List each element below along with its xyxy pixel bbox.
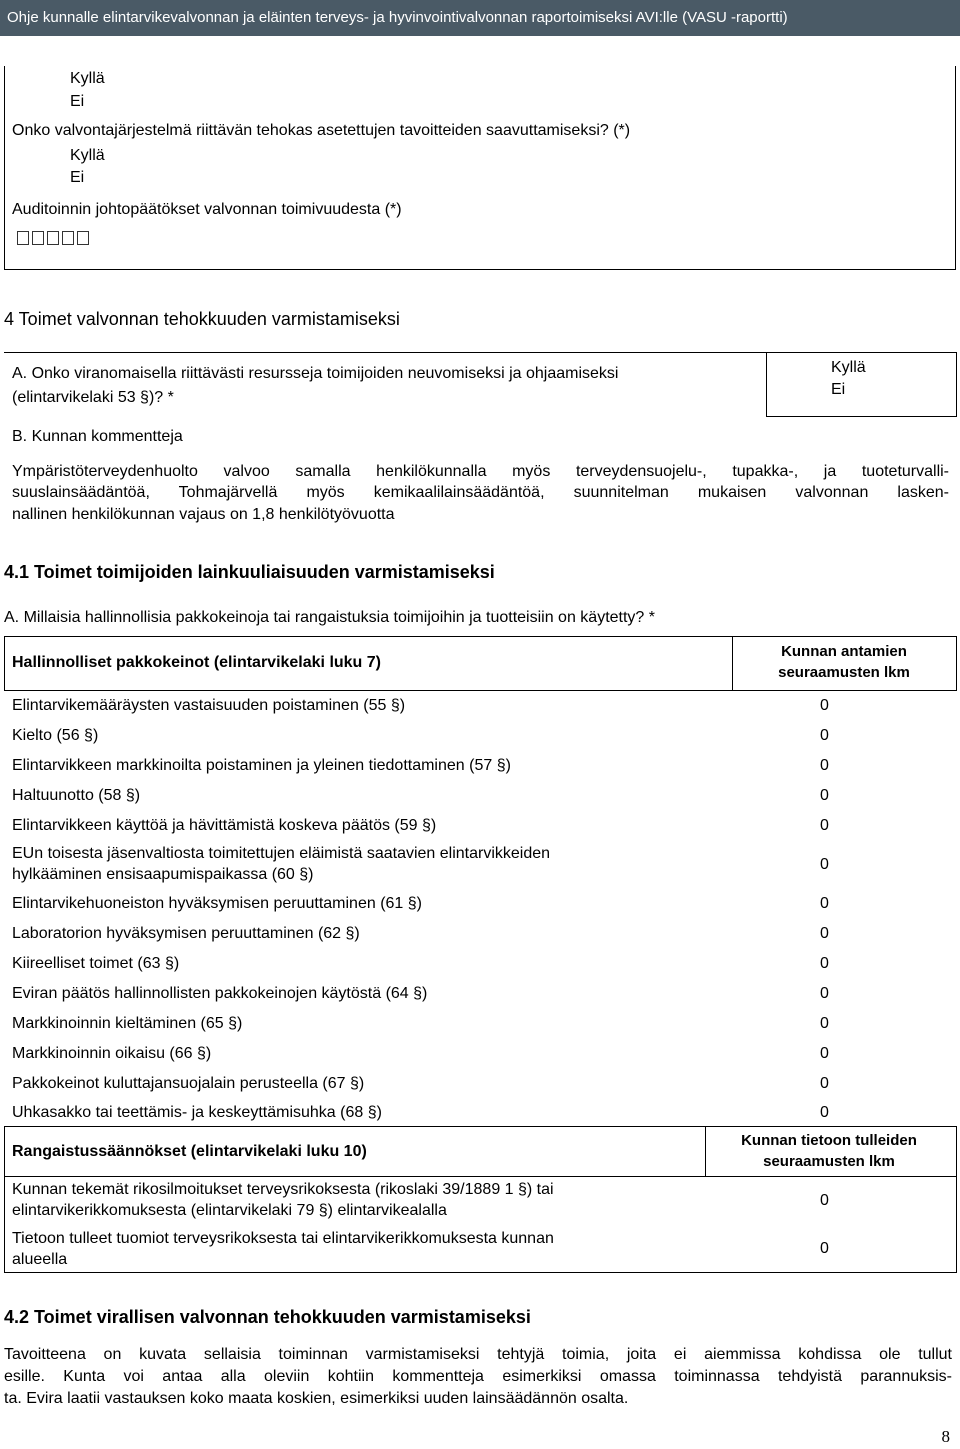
- table2-left-border: [4, 1126, 5, 1176]
- comment-line-3[interactable]: nallinen henkilökunnan vajaus on 1,8 henkilötyövuotta: [12, 506, 395, 523]
- table1-header-divider: [732, 636, 733, 690]
- document-title: Ohje kunnalle elintarvikevalvonnan ja eläinten terveys- ja hyvinvointivalvonnan raportoimiseksi AVI:lle (VASU -raportti): [7, 9, 788, 26]
- page-number: 8: [941, 1427, 950, 1446]
- table-row-value[interactable]: 0: [820, 757, 829, 774]
- table-row-value[interactable]: 0: [820, 727, 829, 744]
- top-answer-box: [4, 66, 956, 270]
- table2-right-border: [956, 1126, 957, 1176]
- document-header-bar: [0, 0, 960, 36]
- table2-header-bottom-border: [4, 1176, 957, 1177]
- section-41-question: A. Millaisia hallinnollisia pakkokeinoja tai rangaistuksia toimijoihin ja tuotteisiin on käytetty? *: [4, 609, 655, 626]
- placeholder-glyph-icon: [17, 231, 29, 245]
- table-row-label: Kiireelliset toimet (63 §): [12, 955, 180, 972]
- table2-row-label-cont: alueella: [12, 1251, 68, 1268]
- table-row-label: Laboratorion hyväksymisen peruuttaminen (62 §): [12, 925, 360, 942]
- table-row-label-cont: hylkääminen ensisaapumispaikassa (60 §): [12, 866, 314, 883]
- table2-header-right-1: Kunnan tietoon tulleiden: [741, 1132, 917, 1149]
- table2-top-border: [4, 1126, 957, 1127]
- question-a-right-border: [956, 352, 957, 417]
- table2-header-right-2: seuraamusten lkm: [763, 1153, 895, 1170]
- table-row-label: EUn toisesta jäsenvaltiosta toimitettujen eläimistä saatavien elintarvikkeiden: [12, 845, 551, 862]
- table2-bottom-border: [4, 1272, 957, 1273]
- table-row-label: Haltuunotto (58 §): [12, 787, 141, 804]
- placeholder-glyph-icon: [77, 231, 89, 245]
- table-row-label: Elintarvikehuoneiston hyväksymisen peruuttaminen (61 §): [12, 895, 422, 912]
- option-yes-2[interactable]: Kyllä: [70, 147, 105, 164]
- table-row-value[interactable]: 0: [820, 1075, 829, 1092]
- section-4-heading: 4 Toimet valvonnan tehokkuuden varmistamiseksi: [4, 309, 400, 329]
- table2-header-left: Rangaistussäännökset (elintarvikelaki luku 10): [12, 1143, 367, 1160]
- question-a-no[interactable]: Ei: [831, 381, 846, 398]
- option-no-2[interactable]: Ei: [70, 169, 85, 186]
- question-a-bottom-border: [766, 416, 957, 417]
- table2-row-label: Tietoon tulleet tuomiot terveysrikoksesta tai elintarvikerikkomuksesta kunnan: [12, 1230, 554, 1247]
- question-a-yes[interactable]: Kyllä: [831, 359, 866, 376]
- section-41-heading: 4.1 Toimet toimijoiden lainkuuliaisuuden varmistamiseksi: [4, 562, 495, 582]
- question-a-divider: [766, 352, 767, 417]
- question-b-label: B. Kunnan kommentteja: [12, 428, 183, 445]
- placeholder-glyph-icon: [32, 231, 44, 245]
- table1-left-border: [4, 636, 5, 690]
- option-yes-1[interactable]: Kyllä: [70, 70, 105, 87]
- table2-body-left-border: [4, 1176, 5, 1272]
- table-row-label: Elintarvikkeen käyttöä ja hävittämistä koskeva päätös (59 §): [12, 817, 437, 834]
- table-row-value[interactable]: 0: [820, 856, 829, 873]
- question-effectiveness: Onko valvontajärjestelmä riittävän tehokas asetettujen tavoitteiden saavuttamiseksi? (*): [12, 122, 631, 139]
- table1-header-left: Hallinnolliset pakkokeinot (elintarvikelaki luku 7): [12, 654, 381, 671]
- table2-row-value[interactable]: 0: [820, 1240, 829, 1257]
- placeholder-glyph-icon: [47, 231, 59, 245]
- table-row-label: Markkinoinnin oikaisu (66 §): [12, 1045, 212, 1062]
- table-row-value[interactable]: 0: [820, 787, 829, 804]
- table1-top-border: [4, 636, 957, 637]
- table-row-label: Elintarvikkeen markkinoilta poistaminen ja yleinen tiedottaminen (57 §): [12, 757, 511, 774]
- table-row-value[interactable]: 0: [820, 1045, 829, 1062]
- section-42-line-3: ta. Evira laatii vastauksen koko maata koskien, esimerkiksi uuden lainsäädännön osalta.: [4, 1390, 629, 1407]
- table-row-value[interactable]: 0: [820, 697, 829, 714]
- audit-text-field[interactable]: [17, 229, 92, 247]
- table-row-value[interactable]: 0: [820, 895, 829, 912]
- comment-line-1[interactable]: Ympäristöterveydenhuolto valvoo samalla henkilökunnalla myös terveydensuojelu-, tupakka-, ja tuoteturvalli-: [12, 463, 949, 480]
- option-no-1[interactable]: Ei: [70, 93, 85, 110]
- section-42-line-2: esille. Kunta voi antaa alla oleviin kohtiin kommentteja esimerkiksi omassa toiminnassa tehdyistä parannuksis-: [4, 1368, 952, 1385]
- question-a-line2: (elintarvikelaki 53 §)? *: [12, 389, 174, 406]
- table-row-label: Elintarvikemääräysten vastaisuuden poistaminen (55 §): [12, 697, 406, 714]
- table-row-value[interactable]: 0: [820, 817, 829, 834]
- table-row-value[interactable]: 0: [820, 1104, 829, 1121]
- table-row-value[interactable]: 0: [820, 985, 829, 1002]
- table-row-label: Markkinoinnin kieltäminen (65 §): [12, 1015, 243, 1032]
- table2-header-divider: [705, 1126, 706, 1176]
- table1-header-right-1: Kunnan antamien: [781, 643, 907, 660]
- section-42-heading: 4.2 Toimet virallisen valvonnan tehokkuuden varmistamiseksi: [4, 1307, 531, 1327]
- section-42-line-1: Tavoitteena on kuvata sellaisia toiminnan varmistamiseksi tehtyjä toimia, joita ei aiemmissa kohdissa ole tullut: [4, 1346, 952, 1363]
- table-row-value[interactable]: 0: [820, 1015, 829, 1032]
- table-row-label: Kielto (56 §): [12, 727, 99, 744]
- table2-row-label-cont: elintarvikerikkomuksesta (elintarvikelaki 79 §) elintarvikealalla: [12, 1202, 447, 1219]
- table-row-value[interactable]: 0: [820, 925, 829, 942]
- audit-conclusions-label: Auditoinnin johtopäätökset valvonnan toimivuudesta (*): [12, 201, 402, 218]
- table2-row-label: Kunnan tekemät rikosilmoitukset terveysrikoksesta (rikoslaki 39/1889 1 §) tai: [12, 1181, 554, 1198]
- table2-body-right-border: [956, 1176, 957, 1272]
- placeholder-glyph-icon: [62, 231, 74, 245]
- table1-header-right-2: seuraamusten lkm: [778, 664, 910, 681]
- table1-header-bottom-border: [4, 690, 957, 691]
- table-row-label: Uhkasakko tai teettämis- ja keskeyttämisuhka (68 §): [12, 1104, 382, 1121]
- table-row-label: Eviran päätös hallinnollisten pakkokeinojen käytöstä (64 §): [12, 985, 428, 1002]
- table2-row-value[interactable]: 0: [820, 1192, 829, 1209]
- table-row-label: Pakkokeinot kuluttajansuojalain perusteella (67 §): [12, 1075, 365, 1092]
- comment-line-2[interactable]: suuslainsäädäntöä, Tohmajärvellä myös kemikaalilainsäädäntöä, suunnitelman mukaisen valvonnan lasken-: [12, 484, 949, 501]
- question-a-line1: A. Onko viranomaisella riittävästi resursseja toimijoiden neuvomiseksi ja ohjaamiseksi: [12, 365, 619, 382]
- table-row-value[interactable]: 0: [820, 955, 829, 972]
